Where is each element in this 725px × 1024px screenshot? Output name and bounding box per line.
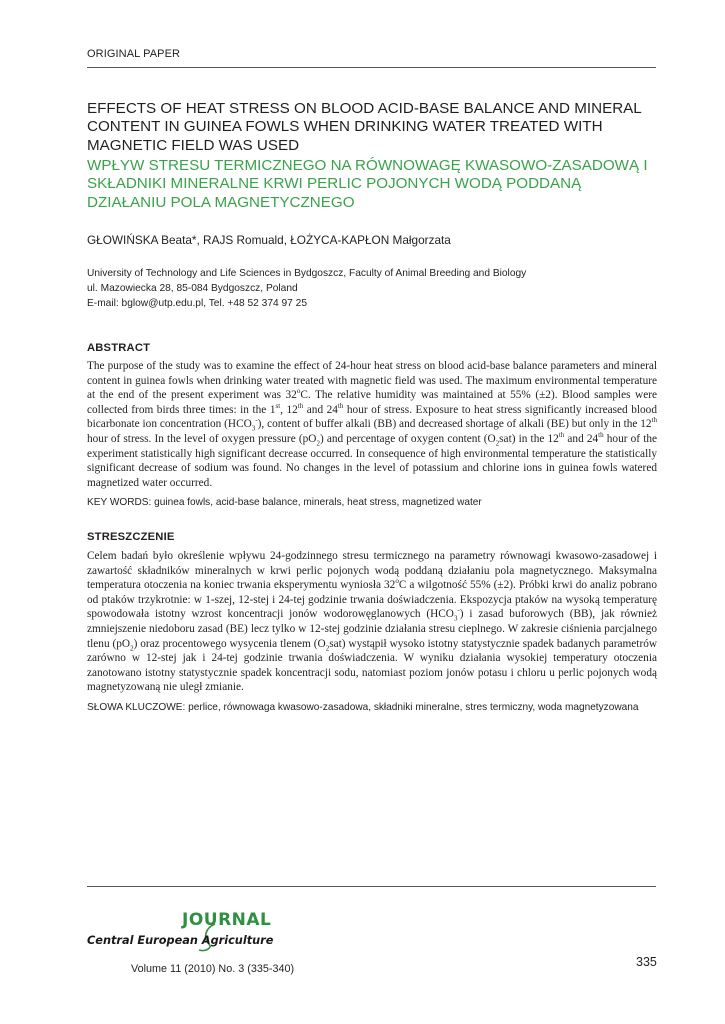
affiliation-contact: E-mail: bglow@utp.edu.pl, Tel. +48 52 374 97 25 — [87, 298, 307, 309]
paper-title-polish: WPŁYW STRESU TERMICZNEGO NA RÓWNOWAGĘ KWASOWO-ZASADOWĄ I SKŁADNIKI MINERALNE KRWI PERLIC POJONYCH WODĄ PODDANĄ DZIAŁANIU POLA MAGNETYCZNEGO — [87, 157, 648, 211]
streszczenie-heading: STRESZCZENIE — [87, 531, 175, 543]
keywords-line: KEY WORDS: guinea fowls, acid-base balance, minerals, heat stress, magnetized water — [87, 497, 482, 508]
author-list: GŁOWIŃSKA Beata*, RAJS Romuald, ŁOŻYCA-KAPŁON Małgorzata — [87, 233, 451, 247]
header-rule — [87, 67, 656, 68]
affiliation-address: ul. Mazowiecka 28, 85-084 Bydgoszcz, Poland — [87, 283, 298, 294]
slowa-kluczowe-line: SŁOWA KLUCZOWE: perlice, równowaga kwasowo-zasadowa, składniki mineralne, stres termiczny, woda magnetyzowana — [87, 702, 639, 713]
abstract-text: The purpose of the study was to examine the effect of 24-hour heat stress on blood acid-base balance parameters and mineral content in guinea fowls when drinking water treated with magnetic field was used. The maximum environmental temperature at the end of the present experiment was 32$^o$C. The relative humidity was maintained at 55% (±2). Blood samples were collected from birds three times: in the 1st, 12th and 24th hour of stress. Exposure to heat stress significantly increased blood bicarbonate ion concentration $(HCO_3^-)$, content of buffer alkali (BB) and decreased shortage of alkali (BE) but only in the 12th hour of stress. In the level of oxygen pressure $(pO_2)$ and percentage of oxygen content $(O_2sat)$ in the 12th and 24th hour of the experiment statistically high significant decrease occurred. In consequence of high environmental temperature the statistically significant decrease of sodium was found. No changes in the level of potassium and chlorine ions in guinea fowls watered magnetized water occurred. — [87, 360, 658, 489]
affiliation-institution: University of Technology and Life Sciences in Bydgoszcz, Faculty of Animal Breeding and Biology — [87, 268, 527, 279]
footer-rule — [87, 886, 656, 887]
streszczenie-text: Celem badań było określenie wpływu 24-godzinnego stresu termicznego na parametry równowagi kwasowo-zasadowej i zawartość składników mineralnych w krwi perlic pojonych wodą poddaną działaniu pola magnetycznego. Maksymalna temperatura otoczenia na koniec trwania eksperymentu wyniosła 32$^o$C a wilgotność 55% (±2). Próbki krwi do analiz pobrano od ptaków trzykrotnie: w 1-szej, 12-stej i 24-tej godzinie trwania doświadczenia. Ekspozycja ptaków na wysoką temperaturę spowodowała istotny wzrost koncentracji jonów wodorowęglanowych $(HCO_3^-)$ i zasad buforowych (BB), jak również zmniejszenie niedoboru zasad (BE) lecz tylko w 12-stej godzinie działania stresu cieplnego. W zakresie ciśnienia parcjalnego tlenu $(pO_2)$ oraz procentowego wysycenia tlenem $(O_2sat)$ wystąpił wysoko istotny statystycznie spadek badanych parametrów zarówno w 12-stej jak i 24-tej godzinie trwania doświadczenia. W wyniku działania wysokiej temperatury otoczenia zanotowano istotny statystycznie spadek koncentracji sodu, natomiast poziom jonów potasu i chloru u perlic pojonych wodą magnetyzowaną nie uległ zmianie. — [87, 550, 658, 694]
affiliation-block — [87, 266, 526, 311]
logo-journal-text: JOURNAL — [182, 910, 272, 930]
logo-subtitle-text: Central European Agriculture — [87, 934, 274, 947]
journal-logo — [87, 910, 297, 962]
paper-title-english: EFFECTS OF HEAT STRESS ON BLOOD ACID-BASE BALANCE AND MINERAL CONTENT IN GUINEA FOWLS WHEN DRINKING WATER TREATED WITH MAGNETIC FIELD WAS USED — [87, 100, 642, 154]
journal-section-label: ORIGINAL PAPER — [87, 48, 181, 60]
page-number: 335 — [636, 955, 657, 969]
volume-info: Volume 11 (2010) No. 3 (335-340) — [131, 963, 295, 975]
abstract-heading: ABSTRACT — [87, 342, 151, 354]
